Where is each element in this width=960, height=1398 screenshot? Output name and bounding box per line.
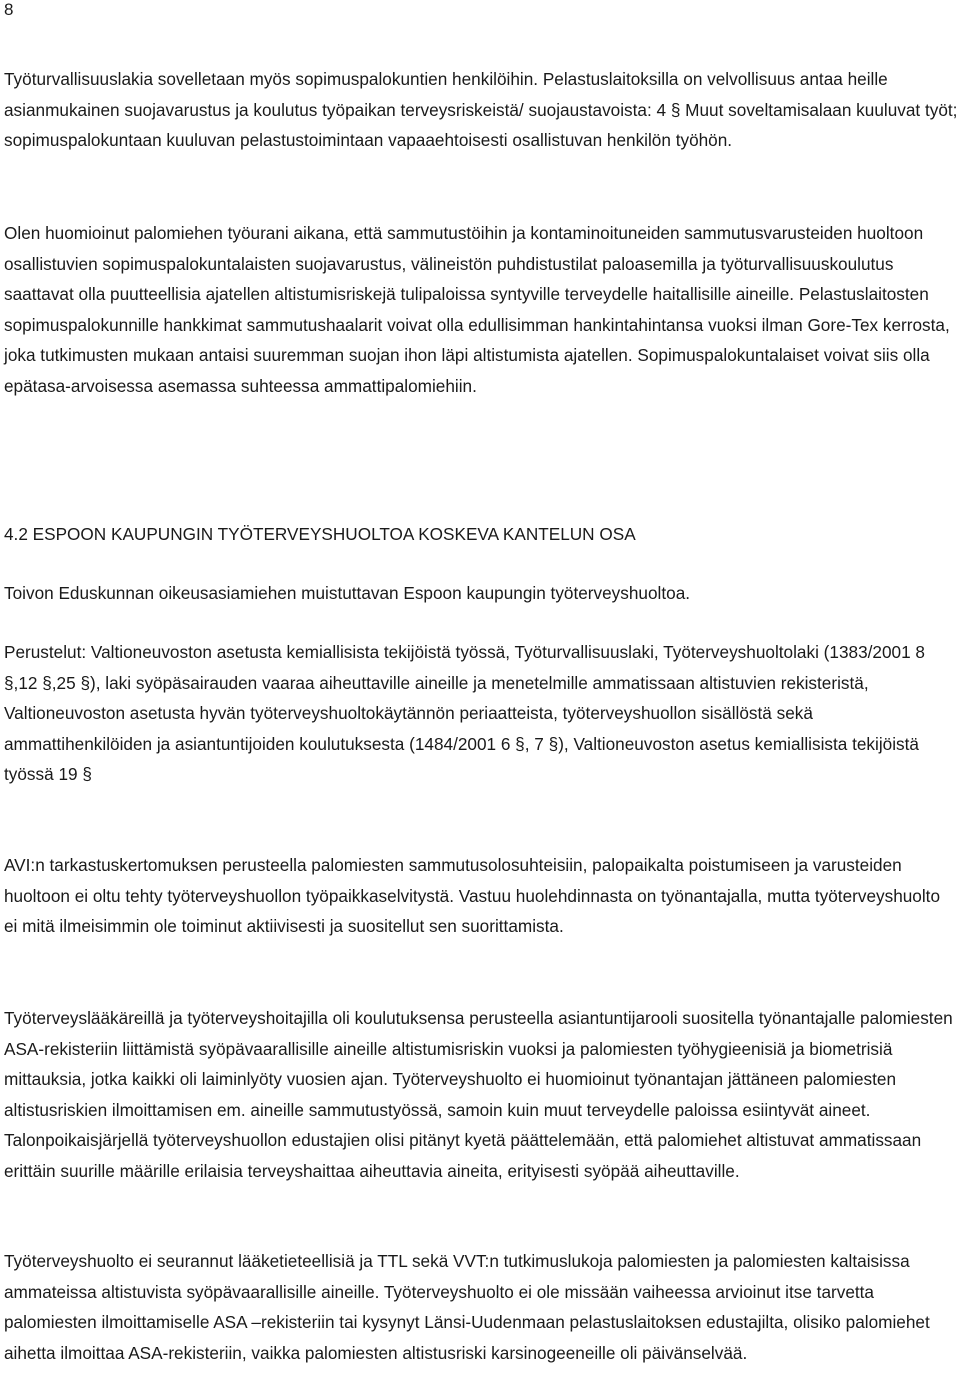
paragraph-tyoterveyslaakarit: Työterveyslääkäreillä ja työterveyshoitajilla oli koulutuksensa perusteella asiantuntijarooli suositella työnantajalle palomiesten ASA-rekisteriin liittämistä syöpävaarallisille aineille altistumisriskin vuoksi ja palomiesten työhygieenisiä ja biometrisiä mittauksia, jotka kaikki oli laiminlyöty vuosien ajan. Työterveyshuolto ei huomioinut työnantajan jättäneen palomiesten altistusriskien ilmoittamisen em. aineille sammutustyössä, samoin kuin muut terveydelle paloissa esiintyvät aineet. Talonpoikaisjärjellä työterveyshuollon edustajien olisi pitänyt kyetä päättelemään, että palomiehet altistuvat ammatissaan erittäin suurille määrille erilaisia terveyshaittaa aiheuttavia aineita, erityisesti syöpää aiheuttaville.: [4, 1008, 953, 1181]
paragraph-suojavarustus-havainnot: Olen huomioinut palomiehen työurani aikana, että sammutustöihin ja kontaminoituneiden sammutusvarusteiden huoltoon osallistuvien sopimuspalokuntalaisten suojavarustus, välineistön puhdistustilat paloasemilla ja työturvallisuuskoulutus saattavat olla puutteellisia ajatellen altistumisriskejä tulipaloissa syntyville terveydelle haitallisille aineille. Pelastuslaitosten sopimuspalokunnille hankkimat sammutushaalarit voivat olla edullisimman hankintahintansa vuoksi ilman Gore-Tex kerrosta, joka tutkimusten mukaan antaisi suuremman suojan ihon läpi altistumista ajatellen. Sopimuspalokuntalaiset voivat siis olla epätasa-arvoisessa asemassa suhteessa ammattipalomiehiin.: [4, 223, 950, 396]
paragraph-seuranta: Työterveyshuolto ei seurannut lääketieteellisiä ja TTL sekä VVT:n tutkimuslukoja palomiesten ja palomiesten kaltaisissa ammateissa altistuvista syöpävaarallisille aineille. Työterveyshuolto ei ole missään vaiheessa arvioinut itse tarvetta palomiesten ilmoittamiselle ASA –rekisteriin tai kysynyt Länsi-Uudenmaan pelastuslaitoksen edustajilta, olisiko palomiehet aihetta ilmoittaa ASA-rekisteriin, vaikka palomiesten altistusriski karsinogeeneille oli päivänselvää.: [4, 1251, 930, 1363]
paragraph-sopimuspalokunnat-laki: Työturvallisuuslakia sovelletaan myös sopimuspalokuntien henkilöihin. Pelastuslaitoksilla on velvollisuus antaa heille asianmukainen suojavarustus ja koulutus työpaikan terveysriskeistä/ suojaustavoista: 4 § Muut soveltamisalaan kuuluvat työt; sopimuspalokuntaan kuuluvan pelastustoimintaan vapaaehtoisesti osallistuvan henkilön työhön.: [4, 69, 958, 151]
page-number: 8: [4, 0, 14, 19]
section-heading-4-2: 4.2 ESPOON KAUPUNGIN TYÖTERVEYSHUOLTOA KOSKEVA KANTELUN OSA: [4, 524, 636, 544]
paragraph-perustelut: Perustelut: Valtioneuvoston asetusta kemiallisista tekijöistä työssä, Työturvallisuuslaki, Työterveyshuoltolaki (1383/2001 8 §,12 §,25 §), laki syöpäsairauden vaaraa aiheuttaville aineille ja menetelmille ammatissaan altistuvien rekisteristä, Valtioneuvoston asetusta hyvän työterveyshuoltokäytännön periaatteista, työterveyshuollon sisällöstä sekä ammattihenkilöiden ja asiantuntijoiden koulutuksesta (1484/2001 6 §, 7 §), Valtioneuvoston asetus kemiallisista tekijöistä työssä 19 §: [4, 642, 925, 785]
paragraph-toivomus: Toivon Eduskunnan oikeusasiamiehen muistuttavan Espoon kaupungin työterveyshuoltoa.: [4, 583, 691, 603]
paragraph-avi-tarkastus: AVI:n tarkastuskertomuksen perusteella palomiesten sammutusolosuhteisiin, palopaikalta poistumiseen ja varusteiden huoltoon ei oltu tehty työterveyshuollon työpaikkaselvitystä. Vastuu huolehdinnasta on työnantajalla, mutta työterveyshuolto ei mitä ilmeisimmin ole toiminut aktiivisesti ja suositellut sen suorittamista.: [4, 855, 941, 937]
